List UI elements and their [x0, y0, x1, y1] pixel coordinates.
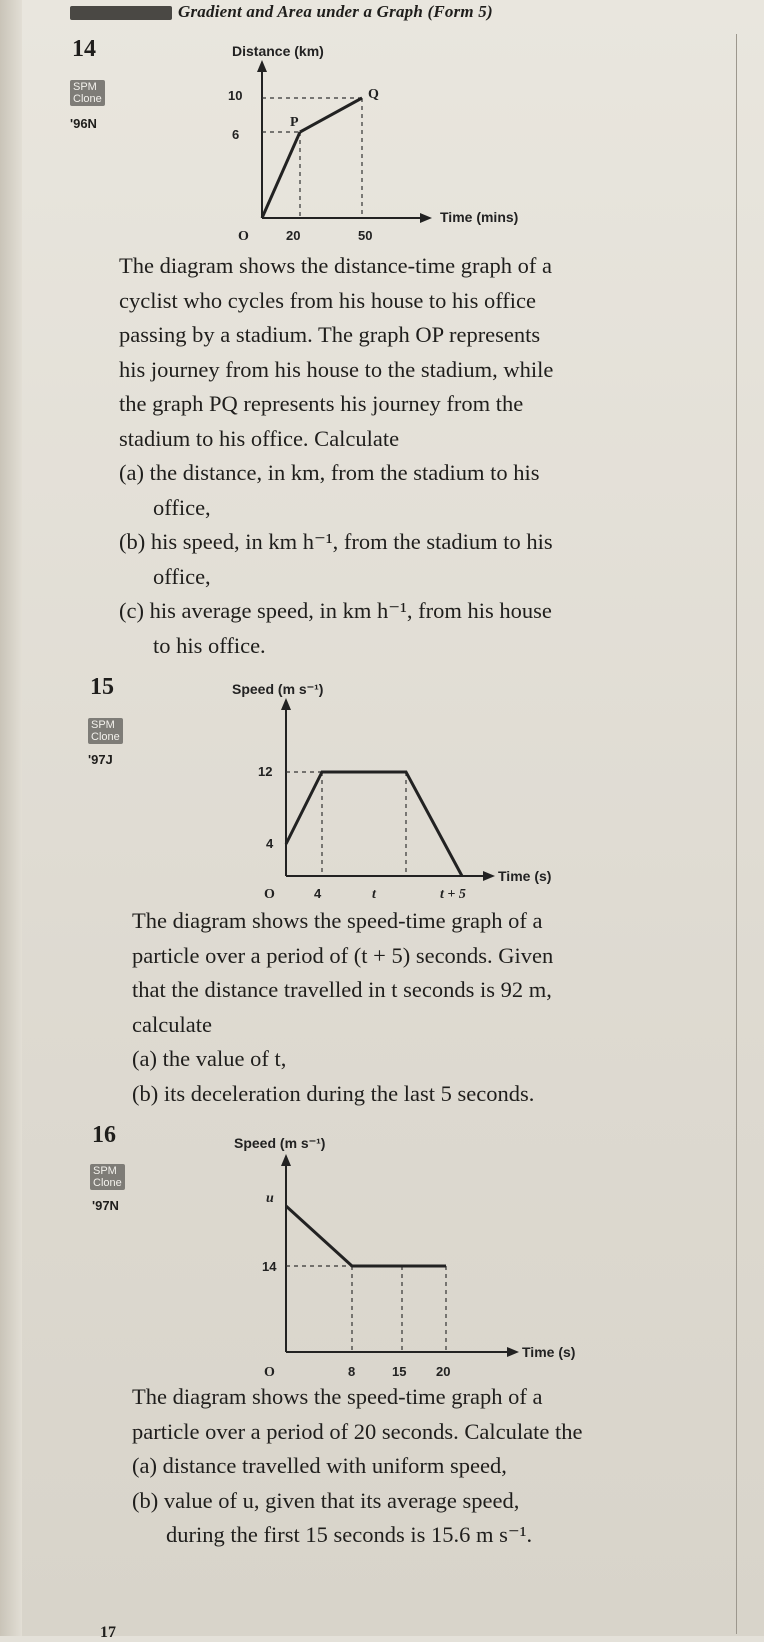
- x-tick-t: t: [372, 887, 376, 902]
- part-label: (b): [119, 529, 146, 554]
- x-tick-20: 20: [286, 228, 301, 243]
- y-axis-arrow: [281, 1154, 291, 1166]
- badge-sublabel: Clone: [73, 93, 102, 105]
- part-label: (a): [119, 460, 144, 485]
- part-label: (b): [132, 1487, 159, 1513]
- point-p-label: P: [290, 115, 299, 130]
- badge-label: SPM: [93, 1165, 117, 1177]
- text-line: particle over a period of (t + 5) seconds. Given: [132, 942, 554, 968]
- y-tick-4: 4: [266, 836, 274, 851]
- x-tick-50: 50: [358, 228, 373, 243]
- part-b-cont: office,: [153, 563, 211, 589]
- text-line: stadium to his office. Calculate: [119, 425, 400, 451]
- x-axis-title: Time (s): [498, 868, 552, 884]
- origin-label: O: [264, 887, 275, 902]
- part-label: (c): [119, 598, 144, 623]
- x-tick-t-plus-5: t + 5: [440, 887, 466, 902]
- text-line: the graph PQ represents his journey from the: [119, 391, 524, 416]
- question-source-16: '97N: [92, 1198, 119, 1213]
- part-b-cont: during the first 15 seconds is 15.6 m s⁻¹.: [166, 1522, 533, 1547]
- part-text: his average speed, in km h⁻¹, from his house: [149, 598, 552, 623]
- text-line: The diagram shows the distance-time graph of a: [119, 253, 552, 278]
- x-tick-15: 15: [392, 1364, 407, 1379]
- badge-sublabel: Clone: [93, 1177, 122, 1189]
- part-b: [132, 1484, 737, 1519]
- part-label: (a): [132, 1453, 157, 1478]
- question-source-14: '96N: [70, 116, 97, 131]
- part-text: distance travelled with uniform speed,: [162, 1453, 507, 1478]
- y-axis-title: Speed (m s⁻¹): [234, 1135, 326, 1151]
- part-a-cont: office,: [153, 494, 211, 520]
- question-source-15: '97J: [88, 752, 113, 767]
- text-line: particle over a period of 20 seconds. Calculate the: [132, 1418, 583, 1444]
- y-tick-10: 10: [228, 88, 243, 103]
- text-line: The diagram shows the speed-time graph of a: [132, 908, 543, 933]
- x-tick-4: 4: [314, 886, 322, 901]
- part-text: value of u, given that its average speed,: [163, 1487, 520, 1513]
- part-text: the distance, in km, from the stadium to his: [149, 460, 540, 485]
- badge-label: SPM: [73, 81, 97, 93]
- page-header-title: Gradient and Area under a Graph (Form 5): [178, 2, 493, 21]
- origin-label: O: [238, 229, 249, 244]
- y-tick-14: 14: [262, 1259, 277, 1274]
- part-a: [132, 1449, 737, 1484]
- question-number-14: 14: [72, 36, 96, 62]
- part-text: his speed, in km h⁻¹, from the stadium to his: [150, 529, 553, 554]
- x-tick-8: 8: [348, 1364, 356, 1379]
- point-q-label: Q: [368, 87, 379, 102]
- part-text: the value of t,: [162, 1046, 287, 1071]
- y-tick-6: 6: [232, 127, 240, 142]
- question-number-15: 15: [90, 674, 114, 700]
- x-axis-title: Time (s): [522, 1344, 576, 1360]
- text-line: calculate: [132, 1011, 212, 1037]
- x-axis-title: Time (mins): [440, 209, 519, 225]
- text-line: The diagram shows the speed-time graph of a: [132, 1384, 543, 1409]
- y-axis-title: Distance (km): [232, 43, 324, 59]
- x-axis-arrow: [507, 1347, 519, 1357]
- origin-label: O: [264, 1365, 275, 1380]
- badge-label: SPM: [91, 719, 115, 731]
- question-number-16: 16: [92, 1122, 116, 1148]
- y-tick-u: u: [266, 1191, 274, 1206]
- text-line: that the distance travelled in t seconds is 92 m,: [132, 977, 552, 1002]
- speed-line: [286, 1206, 446, 1266]
- y-axis-title: Speed (m s⁻¹): [232, 681, 324, 697]
- y-tick-12: 12: [258, 764, 273, 779]
- x-tick-20: 20: [436, 1364, 451, 1379]
- part-label: (a): [132, 1046, 157, 1071]
- next-question-number: 17: [100, 1624, 116, 1641]
- part-c-cont: to his office.: [153, 632, 266, 658]
- part-text: its deceleration during the last 5 seconds.: [163, 1080, 535, 1106]
- text-line: his journey from his house to the stadium, while: [119, 356, 554, 382]
- badge-sublabel: Clone: [91, 731, 120, 743]
- question-16-text: [132, 1380, 737, 1553]
- text-line: passing by a stadium. The graph OP represents: [119, 322, 541, 347]
- text-line: cyclist who cycles from his house to his office: [119, 287, 536, 313]
- part-label: (b): [132, 1080, 159, 1106]
